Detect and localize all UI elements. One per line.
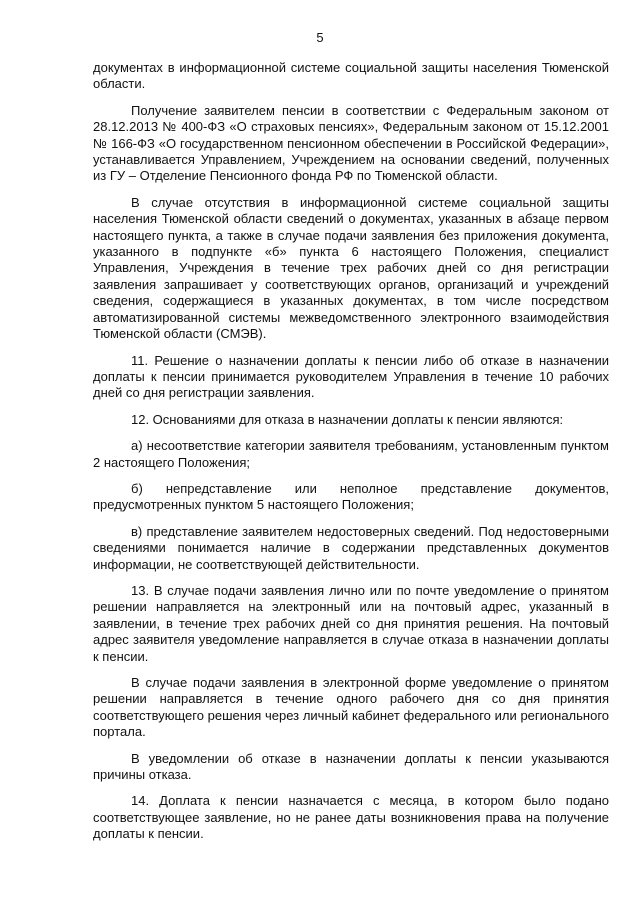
- paragraph-item-12v: в) представление заявителем недостоверных сведений. Под недостоверными сведениями понимается наличие в содержании представленных документов информации, не соответствующей действительности.: [93, 523, 609, 572]
- paragraph-item-14: 14. Доплата к пенсии назначается с месяца, в котором было подано соответствующее заявление, но не ранее даты возникновения права на получение доплаты к пенсии.: [93, 793, 609, 842]
- paragraph-item-11: 11. Решение о назначении доплаты к пенсии либо об отказе в назначении доплаты к пенсии принимается руководителем Управления в течение 10 рабочих дней со дня регистрации заявления.: [93, 352, 609, 401]
- paragraph-item-12: 12. Основаниями для отказа в назначении доплаты к пенсии являются:: [131, 411, 564, 427]
- page-number: 5: [316, 30, 324, 45]
- paragraph-pension-info: Получение заявителем пенсии в соответствии с Федеральным законом от 28.12.2013 № 400-ФЗ «О страховых пенсиях», Федеральным законом от 15.12.2001 № 166-ФЗ «О государственном пенсионном обеспечении в Российской Федерации», устанавливается Управлением, Учреждением на основании сведений, полученных из ГУ – Отделение Пенсионного фонда РФ по Тюменской области.: [93, 102, 609, 184]
- paragraph-item-12b: б) непредставление или неполное представление документов, предусмотренных пунктом 5 настоящего Положения;: [93, 480, 609, 513]
- document-body: [93, 60, 609, 843]
- paragraph-electronic-notice: В случае подачи заявления в электронной форме уведомление о принятом решении направляется в течение одного рабочего дня со дня принятия соответствующего решения через личный кабинет федерального или регионального портала.: [93, 675, 609, 740]
- paragraph-continuation: документах в информационной системе социальной защиты населения Тюменской области.: [93, 60, 609, 92]
- paragraph-missing-info-request: В случае отсутствия в информационной системе социальной защиты населения Тюменской области сведений о документах, указанных в абзаце первом настоящего пункта, а также в случае подачи заявления без приложения документа, указанного в подпункте «б» пункта 6 настоящего Положения, специалист Управления, Учреждения в течение трех рабочих дней со дня регистрации заявления запрашивает у соответствующих органов, организаций и учреждений сведения, содержащиеся в указанных документах, в том числе посредством автоматизированной системы межведомственного электронного взаимодействия Тюменской области (СМЭВ).: [93, 194, 609, 342]
- paragraph-item-13: 13. В случае подачи заявления лично или по почте уведомление о принятом решении направляется на электронный или на почтовый адрес, указанный в заявлении, в течение трех рабочих дней со дня принятия решения. На почтовый адрес заявителя уведомление направляется в случае отказа в назначении доплаты к пенсии.: [93, 582, 609, 664]
- paragraph-item-12a: а) несоответствие категории заявителя требованиям, установленным пунктом 2 настоящего Положения;: [93, 438, 609, 470]
- paragraph-refusal-reasons: В уведомлении об отказе в назначении доплаты к пенсии указываются причины отказа.: [93, 750, 609, 783]
